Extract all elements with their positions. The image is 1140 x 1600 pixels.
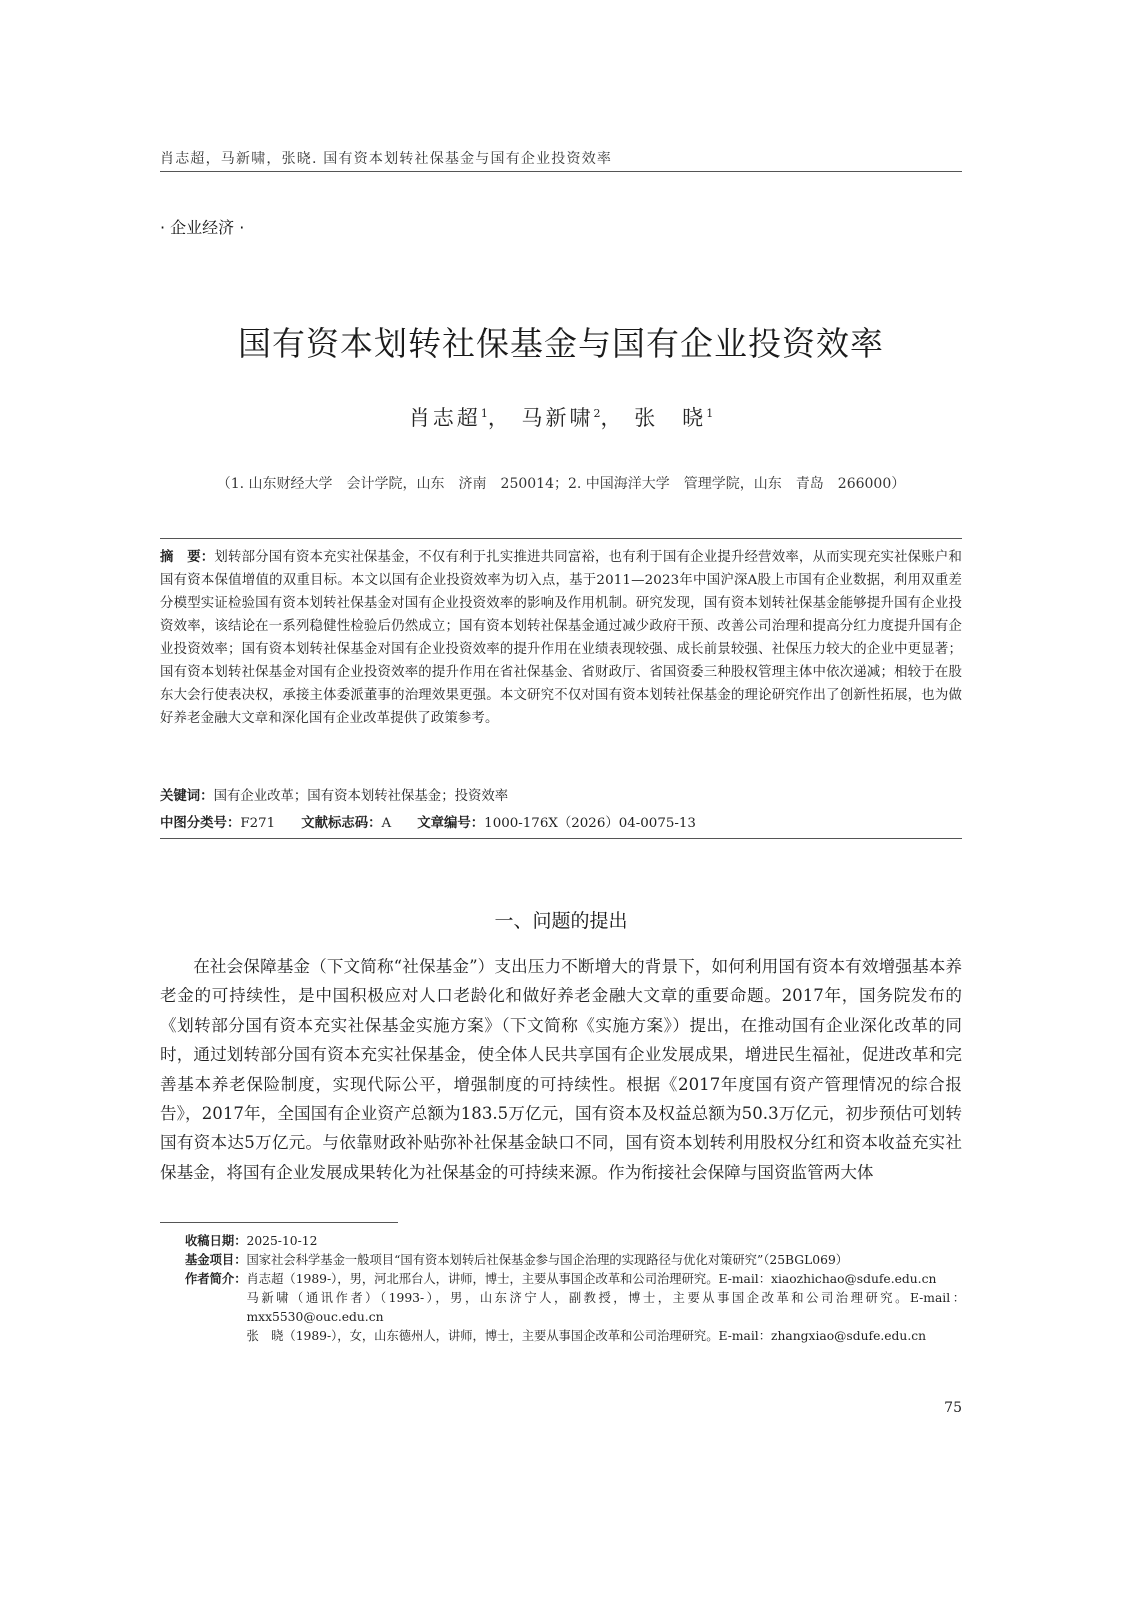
classification-line [160,812,962,831]
running-head: 肖志超，马新啸，张晓. 国有资本划转社保基金与国有企业投资效率 [160,151,613,167]
doc-code-value: A [381,816,392,831]
received-date-value: 2025-10-12 [246,1234,318,1248]
clc-value: F271 [240,816,276,831]
footnotes [185,1232,965,1346]
page-number: 75 [944,1400,962,1416]
author-bio: 马新啸（通讯作者）（1993-），男，山东济宁人，副教授，博士，主要从事国企改革和公司治理研究。E-mail：mxx5530@ouc.edu.cn [246,1291,965,1324]
abstract [160,546,962,730]
article-number-value: 1000-176X（2026）04-0075-13 [484,816,696,831]
author-bio: 张 晓（1989-），女，山东德州人，讲师，博士，主要从事国企改革和公司治理研究。E-mail：zhangxiao@sdufe.edu.cn [246,1329,927,1343]
clc-label: 中图分类号： [160,816,241,831]
author-affiliation-mark: 2 [593,407,601,420]
keywords-text: 国有企业改革；国有资本划转社保基金；投资效率 [213,789,509,804]
fund-row [185,1251,965,1270]
author-separator: ， [487,406,512,430]
fund-value: 国家社会科学基金一般项目“国有资本划转后社保基金参与国企治理的实现路径与优化对策研究”（25BGL069） [246,1253,849,1267]
author-bio-row [185,1270,965,1346]
keywords [160,785,962,804]
author-name: 肖志超 [408,406,481,430]
author-name: 马新啸 [521,406,594,430]
column-tag: · 企业经济 · [160,218,245,237]
author-affiliation-mark: 1 [480,407,488,420]
abstract-bottom-rule [160,838,962,839]
footnote-rule [160,1222,398,1223]
received-date-row [185,1232,965,1251]
fund-label: 基金项目： [185,1253,247,1267]
affiliation: （1. 山东财经大学 会计学院，山东 济南 250014；2. 中国海洋大学 管理学院，山东 青岛 266000） [216,476,906,492]
author-separator: ， [600,406,625,430]
article-number-label: 文章编号： [417,816,485,831]
author-list [160,402,962,432]
author-bio-label: 作者简介： [185,1272,247,1286]
abstract-label: 摘 要： [160,550,215,565]
header-rule [160,171,962,172]
author-bio: 肖志超（1989-），男，河北邢台人，讲师，博士，主要从事国企改革和公司治理研究。E-mail：xiaozhichao@sdufe.edu.cn [246,1272,937,1286]
abstract-top-rule [160,538,962,539]
author-bios [247,1270,966,1346]
received-date-label: 收稿日期： [185,1234,247,1248]
author-affiliation-mark: 1 [706,407,714,420]
section-heading: 一、问题的提出 [494,910,628,932]
keywords-label: 关键词： [160,789,214,804]
paper-title: 国有资本划转社保基金与国有企业投资效率 [238,324,884,363]
body-paragraph: 在社会保障基金（下文简称“社保基金”）支出压力不断增大的背景下，如何利用国有资本有效增强基本养老金的可持续性，是中国积极应对人口老龄化和做好养老金融大文章的重要命题。2017年，国务院发布的《划转部分国有资本充实社保基金实施方案》（下文简称《实施方案》）提出，在推动国有企业深化改革的同时，通过划转部分国有资本充实社保基金，使全体人民共享国有企业发展成果，增进民生福祉，促进改革和完善基本养老保险制度，实现代际公平，增强制度的可持续性。根据《2017年度国有资产管理情况的综合报告》，2017年，全国国有企业资产总额为183.5万亿元，国有资本及权益总额为50.3万亿元，初步预估可划转国有资本达5万亿元。与依靠财政补贴弥补社保基金缺口不同，国有资本划转利用股权分红和资本收益充实社保基金，将国有企业发展成果转化为社保基金的可持续来源。作为衔接社会保障与国资监管两大体 [160,957,962,1182]
abstract-text: 划转部分国有资本充实社保基金，不仅有利于扎实推进共同富裕，也有利于国有企业提升经营效率，从而实现充实社保账户和国有资本保值增值的双重目标。本文以国有企业投资效率为切入点，基于2011—2023年中国沪深A股上市国有企业数据，利用双重差分模型实证检验国有资本划转社保基金对国有企业投资效率的影响及作用机制。研究发现，国有资本划转社保基金能够提升国有企业投资效率，该结论在一系列稳健性检验后仍然成立；国有资本划转社保基金通过减少政府干预、改善公司治理和提高分红力度提升国有企业投资效率；国有资本划转社保基金对国有企业投资效率的提升作用在业绩表现较强、成长前景较强、社保压力较大的企业中更显著；国有资本划转社保基金对国有企业投资效率的提升作用在省社保基金、省财政厅、省国资委三种股权管理主体中依次递减；相较于在股东大会行使表决权，承接主体委派董事的治理效果更强。本文研究不仅对国有资本划转社保基金的理论研究作出了创新性拓展，也为做好养老金融大文章和深化国有企业改革提供了政策参考。 [160,550,963,726]
author-name: 张 晓 [634,406,707,430]
doc-code-label: 文献标志码： [301,816,382,831]
